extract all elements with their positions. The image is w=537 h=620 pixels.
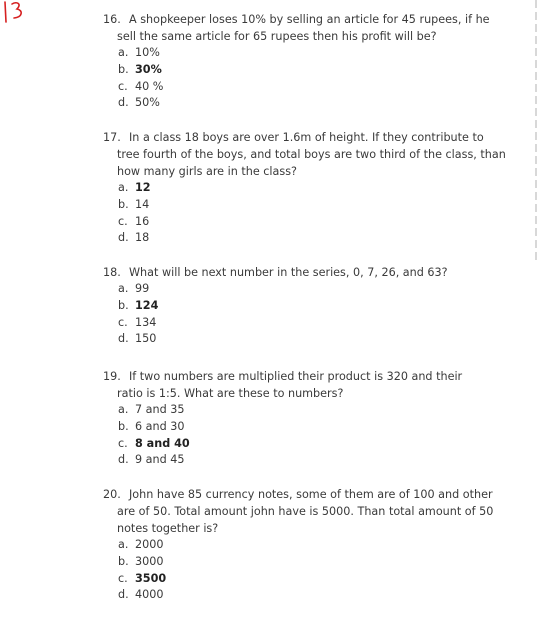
question-line: ratio is 1:5. What are these to numbers? (117, 387, 344, 400)
question-18 (103, 264, 523, 348)
option-letter: b. (118, 197, 129, 211)
handwritten-mark (2, 0, 28, 26)
question-number: 18. (103, 266, 121, 279)
option-value-answer: 30% (135, 62, 162, 76)
question-16 (103, 11, 523, 112)
option-a (118, 180, 523, 197)
option-letter: d. (118, 453, 129, 467)
options-list (103, 180, 523, 247)
question-line: In a class 18 boys are over 1.6m of height. If they contribute to (129, 131, 484, 144)
option-d (118, 230, 523, 247)
option-value: 3000 (135, 554, 164, 568)
question-text (103, 486, 523, 503)
option-value-answer: 3500 (135, 571, 167, 585)
option-c (118, 214, 523, 231)
option-value-answer: 124 (135, 298, 159, 312)
option-value-answer: 12 (135, 181, 151, 194)
option-letter: c. (118, 571, 128, 585)
option-c (118, 79, 523, 96)
option-letter: d. (118, 231, 129, 245)
question-number: 17. (103, 131, 121, 144)
option-c (118, 315, 523, 332)
option-value: 10% (135, 46, 160, 59)
option-d (118, 452, 523, 469)
question-line: tree fourth of the boys, and total boys are two third of the class, than (117, 148, 506, 161)
question-number: 19. (103, 370, 121, 383)
option-letter: c. (118, 436, 128, 450)
option-b (118, 419, 523, 436)
option-a (118, 537, 523, 554)
option-value: 4000 (135, 588, 164, 602)
question-line: sell the same article for 65 rupees then his profit will be? (117, 30, 437, 43)
question-number: 20. (103, 488, 121, 501)
option-d (118, 587, 523, 604)
option-a (118, 281, 523, 298)
option-d (118, 95, 523, 112)
option-letter: c. (118, 214, 128, 228)
option-letter: c. (118, 79, 128, 93)
question-line: how many girls are in the class? (117, 165, 297, 178)
option-a (118, 402, 523, 419)
options-list (103, 402, 523, 469)
option-letter: d. (118, 96, 129, 110)
option-b (118, 197, 523, 214)
question-text (103, 264, 523, 281)
option-letter: d. (118, 332, 129, 346)
options-list (103, 537, 523, 604)
question-number: 16. (103, 13, 121, 26)
option-letter: b. (118, 298, 129, 312)
option-value: 40 % (135, 79, 164, 93)
question-line: are of 50. Total amount john have is 5000. Than total amount of 50 (117, 505, 494, 518)
option-value: 14 (135, 197, 150, 211)
option-b (118, 554, 523, 571)
option-letter: a. (118, 181, 129, 194)
question-19 (103, 368, 523, 469)
question-line: If two numbers are multiplied their product is 320 and their (129, 370, 463, 383)
option-a (118, 45, 523, 62)
option-d (118, 331, 523, 348)
option-letter: a. (118, 46, 129, 59)
question-20 (103, 486, 523, 604)
option-value-answer: 8 and 40 (135, 436, 190, 450)
option-value: 99 (135, 282, 150, 295)
option-value: 9 and 45 (135, 453, 185, 467)
option-letter: d. (118, 588, 129, 602)
question-text (103, 368, 523, 385)
question-text (103, 129, 523, 146)
option-value: 50% (135, 96, 160, 110)
option-c (118, 571, 523, 588)
question-line: What will be next number in the series, 0, 7, 26, and 63? (129, 266, 448, 279)
option-value: 7 and 35 (135, 403, 185, 416)
question-line: John have 85 currency notes, some of them are of 100 and other (129, 488, 493, 501)
option-letter: b. (118, 554, 129, 568)
option-value: 18 (135, 231, 150, 245)
option-letter: b. (118, 62, 129, 76)
option-value: 134 (135, 315, 157, 329)
option-letter: b. (118, 419, 129, 433)
option-letter: a. (118, 538, 129, 551)
question-line: notes together is? (117, 522, 219, 535)
option-letter: a. (118, 403, 129, 416)
option-letter: c. (118, 315, 128, 329)
question-text (103, 11, 523, 28)
question-line: A shopkeeper loses 10% by selling an article for 45 rupees, if he (129, 13, 490, 26)
options-list (103, 281, 523, 348)
option-value: 150 (135, 332, 157, 346)
question-17 (103, 129, 523, 247)
option-c (118, 436, 523, 453)
options-list (103, 45, 523, 112)
option-value: 6 and 30 (135, 419, 185, 433)
option-b (118, 298, 523, 315)
option-letter: a. (118, 282, 129, 295)
option-value: 2000 (135, 538, 164, 551)
option-value: 16 (135, 214, 150, 228)
option-b (118, 62, 523, 79)
